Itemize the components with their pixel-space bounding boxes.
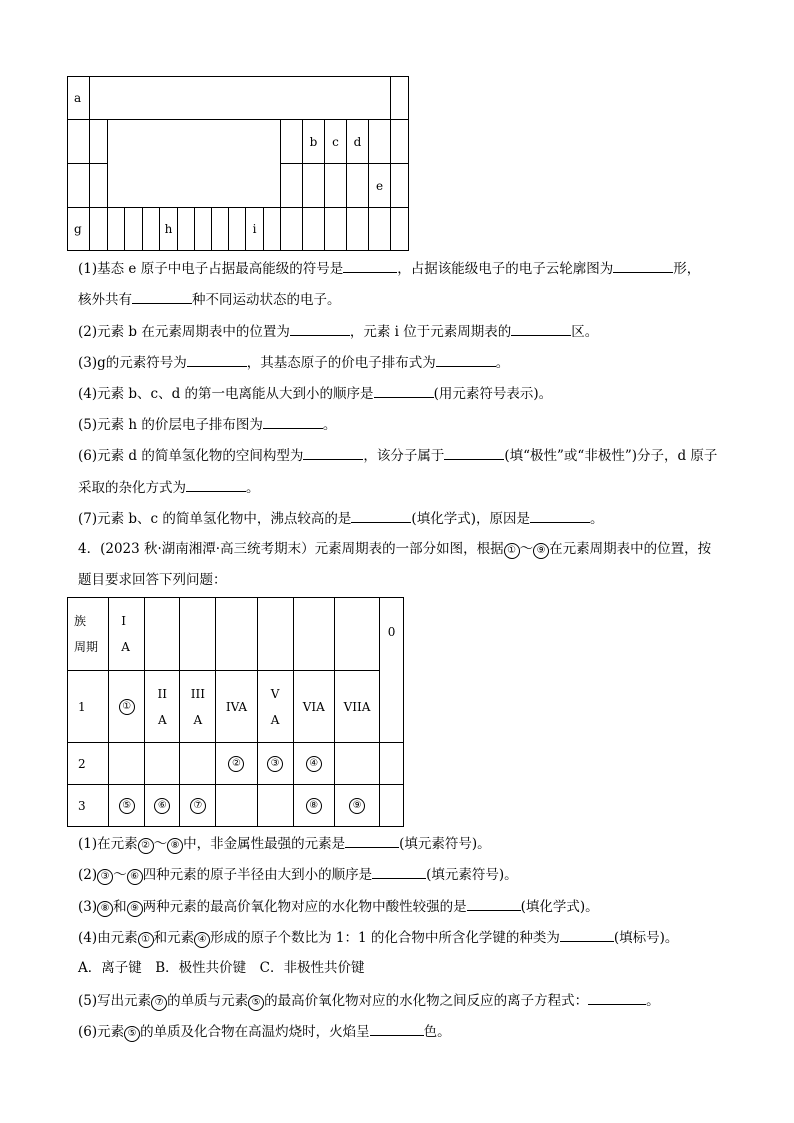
cell-i: i [246,208,264,251]
q3-line1: (1)基态 e 原子中电子占据最高能级的符号是 ，占据该能级电子的电子云轮廓图为 形， [78,258,700,279]
q3-line2: 核外共有 种不同运动状态的电子。 [78,289,341,310]
cell-c: c [325,120,347,164]
answer-blank[interactable] [345,833,399,848]
answer-blank[interactable] [303,445,363,460]
answer-blank[interactable] [290,321,350,336]
q4-line1: (1)在元素 ② ～ ⑧ 中，非金属性最强的元素是 (填元素符号)。 [78,833,491,854]
answer-blank[interactable] [343,258,397,273]
q4-line4: (4)由元素 ① 和元素 ④ 形成的原子个数比为 1：1 的化合物中所含化学键的种类为 (填标号)。 [78,927,678,948]
q4-line5-options: A．离子键 B．极性共价键 C．非极性共价键 [78,960,365,976]
answer-blank[interactable] [187,352,247,367]
answer-blank[interactable] [186,477,246,492]
q4-line3: (3) ⑧ 和 ⑨ 两种元素的最高价氧化物对应的水化物中酸性较强的是 (填化学式)。 [78,896,599,917]
cell-d: d [347,120,369,164]
periodic-table-fragment: 族 周期 I A 0 1 ① II A III A IVA V A VIA VIIA 2 ② ③ ④ 3 ⑤ ⑥ ⑦ ⑧ ⑨ [67,597,404,827]
answer-blank[interactable] [263,414,323,429]
q3-line4: (3)g的元素符号为 ，其基态原子的价电子排布式为 。 [78,352,509,373]
answer-blank[interactable] [351,508,411,523]
q3-line3: (2)元素 b 在元素周期表中的位置为 ，元素 i 位于元素周期表的 区。 [78,321,598,342]
q3-line6: (5)元素 h 的价层电子排布图为 。 [78,414,336,435]
cell-a: a [68,77,90,120]
q3-line7: (6)元素 d 的简单氢化物的空间构型为 ，该分子属于 (填“极性”或“非极性”)分子，d 原子 [78,445,717,466]
cell-h: h [160,208,178,251]
answer-blank[interactable] [511,321,571,336]
q3-line5: (4)元素 b、c、d 的第一电离能从大到小的顺序是 (用元素符号表示)。 [78,383,552,404]
answer-blank[interactable] [370,1021,424,1036]
cell-e: e [369,164,391,208]
cell-g: g [68,208,90,251]
answer-blank[interactable] [374,383,434,398]
answer-blank[interactable] [444,445,504,460]
answer-blank[interactable] [372,864,426,879]
answer-blank[interactable] [588,990,646,1005]
periodic-table-outline [67,76,409,251]
q4-line7: (6)元素 ⑤ 的单质及化合物在高温灼烧时，火焰呈 色。 [78,1021,451,1042]
answer-blank[interactable] [132,289,192,304]
cell-b: b [303,120,325,164]
q3-line8: 采取的杂化方式为 。 [78,477,260,498]
answer-blank[interactable] [436,352,496,367]
q3-line9: (7)元素 b、c 的简单氢化物中，沸点较高的是 (填化学式)，原因是 。 [78,508,603,529]
answer-blank[interactable] [467,896,521,911]
q4-header-line1: 4．(2023 秋·湖南湘潭·高三统考期末）元素周期表的一部分如图，根据 ① ～ ⑨ 在元素周期表中的位置，按 [78,541,712,557]
q4-header-line2: 题目要求回答下列问题： [78,572,227,588]
answer-blank[interactable] [530,508,590,523]
answer-blank[interactable] [613,258,673,273]
q4-line6: (5)写出元素 ⑦ 的单质与元素 ⑤ 的最高价氧化物对应的水化物之间反应的离子方程式： 。 [78,990,660,1011]
q4-line2: (2) ③ ～ ⑥ 四种元素的原子半径由大到小的顺序是 (填元素符号)。 [78,864,518,885]
answer-blank[interactable] [560,927,614,942]
